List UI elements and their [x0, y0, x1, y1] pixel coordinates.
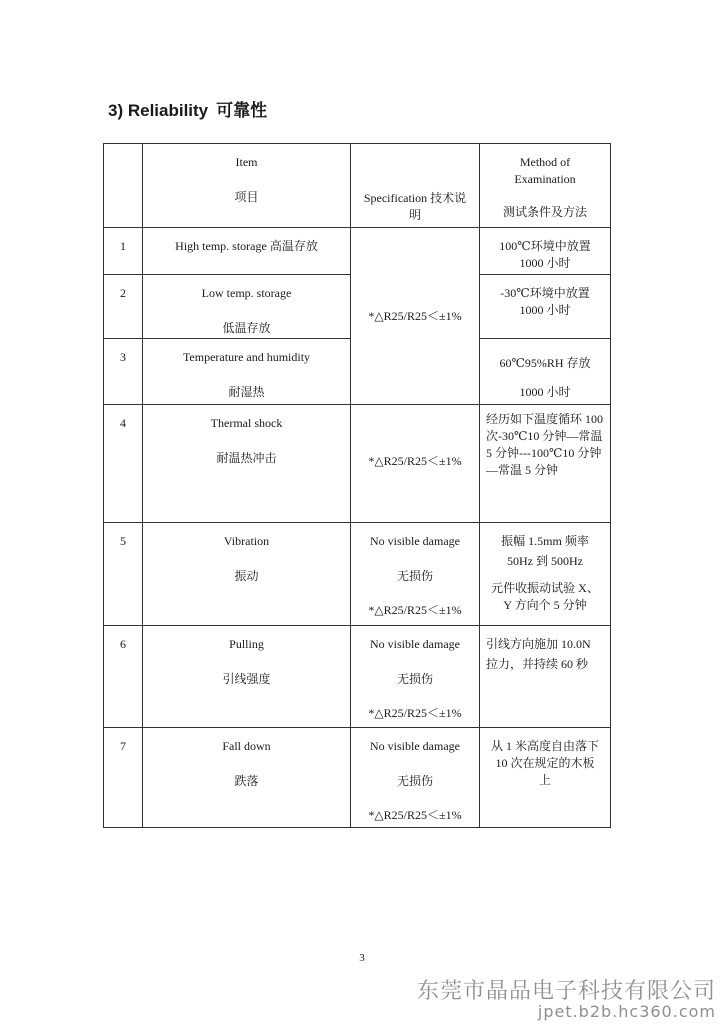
- row-item-cell: [143, 339, 351, 405]
- row-spec: [351, 523, 480, 626]
- row-item-cell: [143, 405, 351, 523]
- row-method: [480, 275, 611, 339]
- method-line: 60℃95%RH 存放: [499, 356, 591, 370]
- row-item-cell: [143, 728, 351, 828]
- spec-line: No visible damage: [370, 637, 460, 651]
- header-spec: Specification 技术说明: [363, 191, 467, 222]
- row-item-cn: 耐温热冲击: [216, 451, 277, 465]
- reliability-table: [103, 143, 611, 828]
- table-header-row: [104, 144, 611, 228]
- row-number: 1: [104, 228, 143, 275]
- row-item-en: Fall down: [222, 739, 271, 753]
- page-number: 3: [359, 952, 365, 964]
- method-line: 1000 小时: [519, 385, 571, 399]
- row-item-en: Thermal shock: [210, 416, 283, 430]
- row-item-cell: [143, 523, 351, 626]
- row-spec: [351, 728, 480, 828]
- row-item-cell: [143, 275, 351, 339]
- row-method: [480, 626, 611, 728]
- method-line: 拉力，并持续 60 秒: [486, 657, 589, 671]
- method-line: 次-30℃10 分钟—常温: [486, 429, 603, 443]
- method-line: 元件收振动试验 X、: [491, 581, 599, 595]
- spec-line: *△R25/R25＜±1%: [368, 603, 462, 617]
- row-number: 6: [104, 626, 143, 728]
- table-row: [104, 523, 611, 626]
- row-number: 7: [104, 728, 143, 828]
- watermark-url: jpet.b2b.hc360.com: [537, 1002, 716, 1021]
- header-item-en: Item: [235, 155, 258, 169]
- row-method: [480, 228, 611, 275]
- watermark-company: 东莞市晶品电子科技有限公司: [416, 979, 716, 1004]
- header-method-cn: 测试条件及方法: [502, 205, 587, 219]
- row-item-en: High temp. storage 高温存放: [143, 228, 351, 275]
- row-method: [480, 728, 611, 828]
- section-heading: [108, 96, 267, 121]
- method-line: 5 分钟---100℃10 分钟: [486, 446, 602, 460]
- header-method-cell: [480, 144, 611, 228]
- method-line: —常温 5 分钟: [486, 463, 559, 477]
- method-line: 经历如下温度循环 100: [486, 412, 604, 426]
- method-line: -30℃环境中放置: [500, 286, 590, 300]
- spec-line: 无损伤: [396, 774, 433, 788]
- header-method-en: Method of Examination: [514, 155, 576, 186]
- table-row: [104, 228, 611, 275]
- row-item-cell: [143, 626, 351, 728]
- method-line: 1000 小时: [519, 303, 571, 317]
- header-no-cell: [104, 144, 143, 228]
- method-line: 1000 小时: [519, 256, 571, 270]
- spec-line: No visible damage: [370, 739, 460, 753]
- method-line: 从 1 米高度自由落下: [490, 739, 599, 753]
- row-item-en: Temperature and humidity: [182, 350, 311, 364]
- row-item-en: Low temp. storage: [201, 286, 292, 300]
- row-method: [480, 339, 611, 405]
- spec-line: No visible damage: [370, 534, 460, 548]
- method-line: Y 方向个 5 分钟: [503, 598, 587, 612]
- row-number: 5: [104, 523, 143, 626]
- row-number: 3: [104, 339, 143, 405]
- row-item-en: Pulling: [229, 637, 264, 651]
- method-line: 100℃环境中放置: [499, 239, 591, 253]
- row-item-cn: 耐湿热: [228, 385, 265, 399]
- spec-line: *△R25/R25＜±1%: [368, 808, 462, 822]
- header-item-cn: 项目: [234, 190, 259, 204]
- row-spec: [351, 626, 480, 728]
- table-row: [104, 405, 611, 523]
- method-line: 振幅 1.5mm 频率: [501, 534, 589, 548]
- heading-cn: 可靠性: [216, 101, 268, 120]
- spec-line: *△R25/R25＜±1%: [368, 706, 462, 720]
- row-method: [480, 405, 611, 523]
- row-number: 4: [104, 405, 143, 523]
- row-number: 2: [104, 275, 143, 339]
- row-item-en: Vibration: [223, 534, 270, 548]
- row-item-cn: 跌落: [234, 774, 259, 788]
- table-row: [104, 626, 611, 728]
- row-item-cn: 引线强度: [222, 672, 271, 686]
- row-item-cn: 低温存放: [222, 321, 271, 335]
- header-spec-cell: [351, 144, 480, 228]
- header-item-cell: [143, 144, 351, 228]
- method-line: 50Hz 到 500Hz: [507, 554, 583, 568]
- heading-en: 3) Reliability: [108, 101, 209, 120]
- table-row: [104, 728, 611, 828]
- row-method: [480, 523, 611, 626]
- method-line: 引线方向施加 10.0N: [486, 637, 591, 651]
- spec-line: 无损伤: [396, 672, 433, 686]
- method-line: 10 次在规定的木板: [495, 756, 595, 770]
- row-spec: *△R25/R25＜±1%: [351, 405, 480, 523]
- spec-line: 无损伤: [396, 569, 433, 583]
- method-line: 上: [538, 773, 551, 787]
- row-item-cn: 振动: [234, 569, 259, 583]
- row-spec-shared: *△R25/R25＜±1%: [351, 228, 480, 405]
